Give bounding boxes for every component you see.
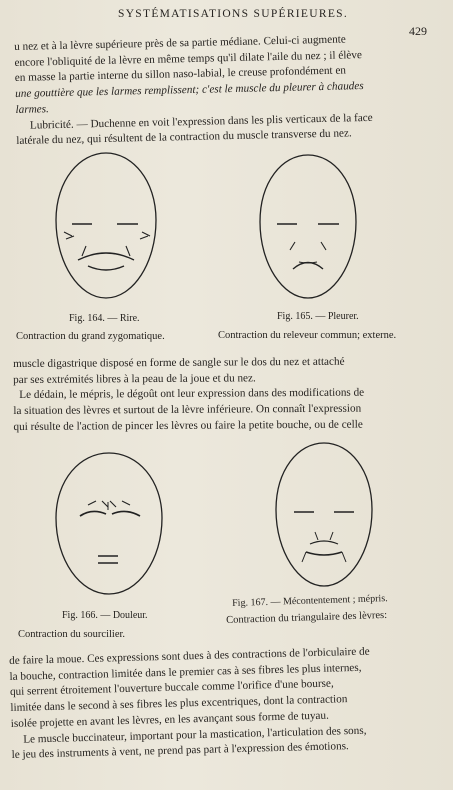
figure-165-face-drawing [255,152,361,302]
figure-164-caption: Fig. 164. — Rire. [69,313,140,324]
figure-167-subcaption: Contraction du triangulaire des lèvres: [226,609,388,626]
figure-167-caption: Fig. 167. — Mécontentement ; mépris. [232,593,388,609]
paragraph-middle [13,355,364,436]
text-line: qui serrent étroitement l'ouverture buccale comme l'orifice d'une bourse, [9,677,334,699]
text-line: la bouche, contraction limitée dans le premier cas à ses fibres les plus internes, [9,661,362,683]
text-line: encore l'obliquité de la lèvre en même temps qu'il dilate l'aile du nez ; il élève [14,48,363,69]
text-line: par ses extrémités libres à la peau de la joue et du nez. [13,372,256,386]
figure-166-face-drawing [50,450,168,598]
running-header: SYSTÉMATISATIONS SUPÉRIEURES. [118,8,349,20]
paragraph-top [14,32,373,150]
page-number: 429 [409,24,427,38]
figure-166-caption: Fig. 166. — Douleur. [62,610,148,621]
text-line: u nez et à la lèvre supérieure près de sa partie médiane. Celui-ci augmente [14,33,346,53]
figure-165-caption: Fig. 165. — Pleurer. [277,311,359,322]
figure-164-subcaption: Contraction du grand zygomatique. [16,331,165,342]
text-line: latérale du nez, qui résultent de la contraction du muscle transverse du nez. [16,127,352,148]
text-line: qui résulte de l'action de pincer les lèvres ou faire la petite bouche, ou de celle [13,418,363,433]
text-line: muscle digastrique disposé en forme de sangle sur le dos du nez et attaché [13,355,345,370]
text-line: isolée projette en avant les lèvres, en les avançant sous forme de tuyau. [10,709,329,730]
text-line: la situation des lèvres et surtout de la lèvre inférieure. On connaît l'expression [13,402,362,418]
text-line: Le dédain, le mépris, le dégoût ont leur expression dans des modifications de [19,386,365,402]
text-line: de faire la moue. Ces expressions sont dues à des contractions de l'orbiculaire de [9,645,370,667]
text-line: Le muscle buccinateur, important pour la mastication, l'articulation des sons, [23,724,367,746]
figure-165-subcaption: Contraction du releveur commun; externe. [218,330,397,341]
text-line: une gouttière que les larmes remplissent; c'est le muscle du pleurer à chaudes [15,80,364,101]
text-line: limitée dans le second à ses fibres les plus excentriques, dont la contraction [10,693,348,715]
paragraph-bottom [9,645,372,764]
text-line: en masse la partie interne du sillon naso-labial, le creuse profondément en [14,64,347,85]
figure-166-subcaption: Contraction du sourcilier. [18,629,126,640]
text-line: le jeu des instruments à vent, ne prend pas part à l'expression des émotions. [11,740,349,762]
figure-164-face-drawing [50,150,162,302]
figure-167-face-drawing [270,440,378,590]
text-line: Lubricité. — Duchenne en voit l'expression dans les plis verticaux de la face [29,111,373,132]
text-line: larmes. [15,103,49,116]
